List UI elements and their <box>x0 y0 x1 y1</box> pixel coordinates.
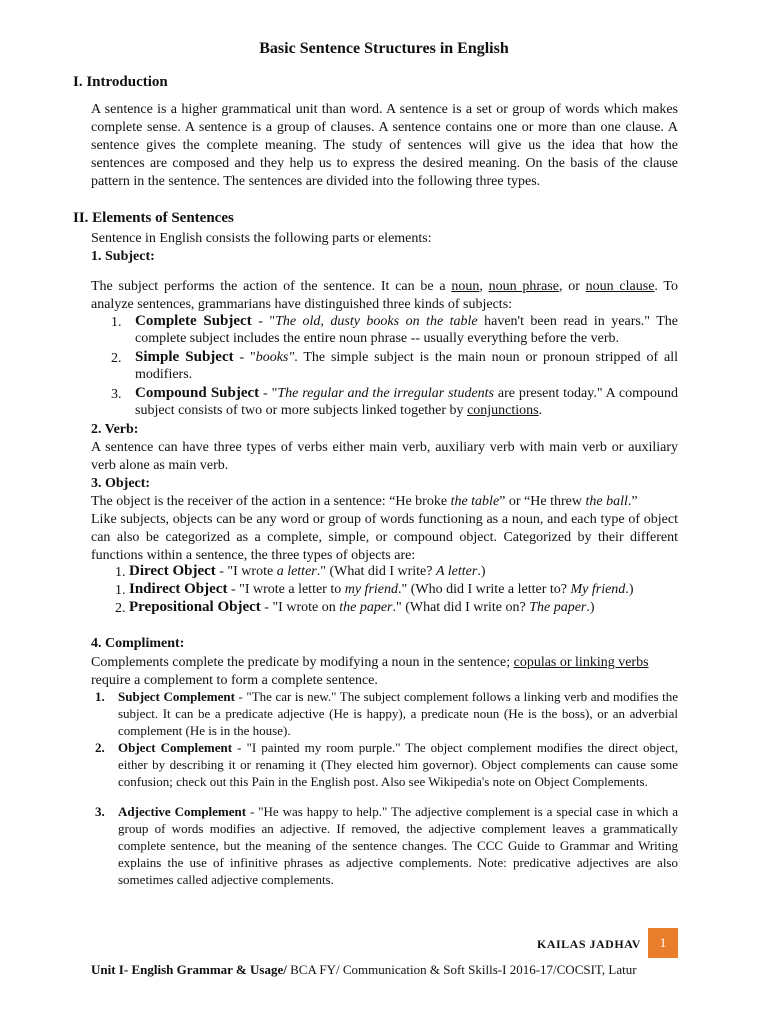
list-item-complete-subject: Complete Subject - "The old, dusty books on the table haven't been read in years." The complete subject includes the entire noun phrase -- usually everything before the verb. <box>135 313 679 346</box>
list-number: 1. <box>115 583 126 598</box>
section-heading-introduction: I. Introduction <box>73 74 168 90</box>
list-number: 2. <box>95 740 105 755</box>
list-number: 2. <box>111 351 122 366</box>
object-definition: The object is the receiver of the action in a sentence: “He broke the table” or “He threw the ball.” <box>91 494 638 509</box>
section-heading-elements: II. Elements of Sentences <box>73 210 234 226</box>
subheading-object: 3. Object: <box>91 476 151 491</box>
list-item-prepositional-object: Prepositional Object - "I wrote on the paper." (What did I write on? The paper.) <box>129 599 595 615</box>
subheading-subject: 1. Subject: <box>91 249 155 264</box>
introduction-paragraph: A sentence is a higher grammatical unit than word. A sentence is a set or group of words which makes complete sense. A sentence is a group of clauses. A sentence contains one or more than one clause. A sentence gives the complete meaning. The study of sentences will give us the idea that how the sentences are composed and they help us to express the desired meaning. On the basis of the clause pattern in the sentence. The sentences are divided into the following three types. <box>91 102 678 189</box>
list-number: 1. <box>115 565 126 580</box>
subheading-verb: 2. Verb: <box>91 422 139 437</box>
subheading-compliment: 4. Compliment: <box>91 636 185 651</box>
footer-course-info: Unit I- English Grammar & Usage/ BCA FY/ Communication & Soft Skills-I 2016-17/COCSIT, Latur <box>91 962 637 977</box>
conjunctions-link[interactable]: conjunctions <box>467 403 539 418</box>
list-item-object-complement: Object Complement - "I painted my room purple." The object complement modifies the direct object, either by describing it or renaming it (They elected him governor). Object complements can cause some confusion; check out this Pain in the English post. Also see Wikipedia's note on Object Complements. <box>118 740 679 789</box>
noun-link[interactable]: noun <box>451 279 480 294</box>
subject-paragraph: The subject performs the action of the sentence. It can be a noun, noun phrase, or noun clause. To analyze sentences, grammarians have distinguished three kinds of subjects: <box>91 279 678 312</box>
page-number-badge: 1 <box>648 928 678 958</box>
noun-clause-link[interactable]: noun clause <box>585 279 655 294</box>
list-number: 3. <box>111 387 122 402</box>
list-item-adjective-complement: Adjective Complement - "He was happy to help." The adjective complement is a special case in which a group of words modifies an adjective. If removed, the adjective complement leaves a grammatically complete sentence, but the meaning of the sentence changes. The CCC Guide to Grammar and Writing explains the use of infinitive phrases as adjective complements. Note: predicative adjectives are also sometimes called adjective complements. <box>118 804 678 887</box>
list-number: 2. <box>115 601 126 616</box>
list-item-compound-subject: Compound Subject - "The regular and the irregular students are present today." A compound subject consists of two or more subjects linked together by conjunctions. <box>135 385 678 418</box>
document-title: Basic Sentence Structures in English <box>259 40 509 57</box>
list-item-direct-object: Direct Object - "I wrote a letter." (What did I write? A letter.) <box>129 563 486 579</box>
noun-phrase-link[interactable]: noun phrase <box>488 279 559 294</box>
compliment-paragraph: Complements complete the predicate by modifying a noun in the sentence; copulas or linking verbs require a complement to form a complete sentence. <box>91 655 649 688</box>
list-number: 1. <box>111 315 122 330</box>
copulas-link[interactable]: copulas or linking verbs <box>513 655 649 670</box>
list-item-simple-subject: Simple Subject - "books". The simple subject is the main noun or pronoun stripped of all modifiers. <box>135 349 678 382</box>
author-name: KAILAS JADHAV <box>537 937 641 951</box>
list-item-indirect-object: Indirect Object - "I wrote a letter to my friend." (Who did I write a letter to? My friend.) <box>129 581 634 597</box>
elements-intro: Sentence in English consists the following parts or elements: <box>91 231 432 246</box>
object-paragraph: Like subjects, objects can be any word or group of words functioning as a noun, and each type of object can also be categorized as a complete, simple, or compound object. Categorized by their different functions within a sentence, the three types of objects are: <box>91 512 678 563</box>
list-number: 1. <box>95 689 105 704</box>
list-item-subject-complement: Subject Complement - "The car is new." The subject complement follows a linking verb and modifies the subject. It can be a predicate adjective (He is happy), a predicate noun (He is the boss), or an adverbial complement (He is in the house). <box>118 689 678 738</box>
verb-paragraph: A sentence can have three types of verbs either main verb, auxiliary verb with main verb or auxiliary verb alone as main verb. <box>91 440 678 473</box>
list-number: 3. <box>95 804 105 819</box>
